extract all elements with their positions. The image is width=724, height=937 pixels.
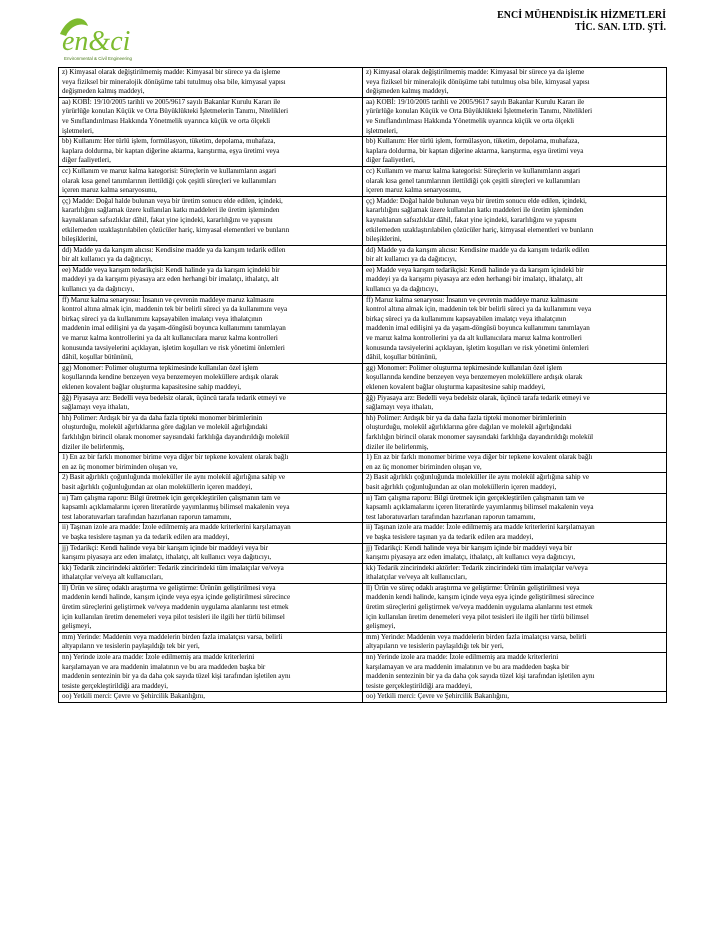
table-row	[59, 473, 667, 493]
left-cell: bb) Kullanım: Her türlü işlem, formülasyon, tüketim, depolama, muhafaza, kaplara doldurma, bir kaptan diğerine aktarma, karıştırma, eşya üretimi veya diğer faaliyetleri,	[59, 137, 363, 167]
table-row	[59, 196, 667, 245]
table-row	[59, 245, 667, 265]
right-cell: ff) Maruz kalma senaryosu: İnsanın ve çevrenin maddeye maruz kalmasını kontrol altına almak için, maddenin tek bir belirli süreci ya da kullanımını veya birkaç süreci ya da kullanımını kapsayabilen imalatçı veya ithalatçının maddenin imal edilişini ya da yaşam-döngüsü boyunca kullanımını tanımlayan ve maruz kalma kontrollerini ya da alt kullanıcılara maruz kalma kontrolleri konusunda tavsiyelerini açıklayan, işletim koşulları ve risk yönetimi önlemleri dâhil, koşullar bütününü,	[363, 295, 667, 363]
right-cell: hh) Polimer: Ardışık bir ya da daha fazla tipteki monomer birimlerinin oluşturduğu, molekül ağırlıklarına göre dağılan ve molekül ağırlığındaki farklılığın birincil olarak monomer sayısındaki farklılığa dayandırıldığı molekül diziler ile belirlenmiş,	[363, 413, 667, 452]
table-row	[59, 493, 667, 523]
right-cell: 1) En az bir farklı monomer birime veya diğer bir tepkene kovalent olarak bağlı en az üç monomer biriminden oluşan ve,	[363, 453, 667, 473]
left-cell: 1) En az bir farklı monomer birime veya diğer bir tepkene kovalent olarak bağlı en az üç monomer biriminden oluşan ve,	[59, 453, 363, 473]
left-cell: ll) Ürün ve süreç odaklı araştırma ve geliştirme: Ürünün geliştirilmesi veya maddenin kendi halinde, karışım içinde veya eşya içinde geliştirilmesi sürecince üretim süreçlerini geliştirmek ve/veya maddenin uygulama alanlarını test etmek için kullanılan üretim denemeleri veya pilot tesisleri ile ilgili her türlü bilimsel gelişmeyi,	[59, 583, 363, 632]
left-cell: ee) Madde veya karışım tedarikçisi: Kendi halinde ya da karışım içindeki bir maddeyi ya da karışımı piyasaya arz eden herhangi bir imalatçı, ithalatçı, alt kullanıcı ya da dağıtıcıyı,	[59, 265, 363, 295]
right-cell: bb) Kullanım: Her türlü işlem, formülasyon, tüketim, depolama, muhafaza, kaplara doldurma, bir kaptan diğerine aktarma, karıştırma, eşya üretimi veya diğer faaliyetleri,	[363, 137, 667, 167]
right-cell: ee) Madde veya karışım tedarikçisi: Kendi halinde ya da karışım içindeki bir maddeyi ya da karışımı piyasaya arz eden herhangi bir imalatçı, ithalatçı, alt kullanıcı ya da dağıtıcıyı,	[363, 265, 667, 295]
table-row	[59, 653, 667, 692]
page-header	[0, 0, 724, 68]
table-row	[59, 393, 667, 413]
right-cell: gg) Monomer: Polimer oluşturma tepkimesinde kullanılan özel işlem koşullarında kendine benzeyen veya benzemeyen moleküllere ardışık olarak eklenen kovalent bağlar oluşturma kapasitesine sahip maddeyi,	[363, 363, 667, 393]
table-row	[59, 413, 667, 452]
left-cell: ıı) Tam çalışma raporu: Bilgi üretmek için gerçekleştirilen çalışmanın tam ve kapsamlı açıklamalarını içeren literatürde yayımlanmış bilimsel makalenin veya test laboratuvarları tarafından hazırlanan raporun tamamını,	[59, 493, 363, 523]
table-row	[59, 692, 667, 703]
right-cell: ğğ) Piyasaya arz: Bedelli veya bedelsiz olarak, üçüncü tarafa tedarik etmeyi ve sağlamayı veya ithalatı,	[363, 393, 667, 413]
right-cell: 2) Basit ağırlıklı çoğunluğunda moleküller ile aynı molekül ağırlığına sahip ve basit ağırlıklı çoğunluğundan az olan moleküllerin içeren maddeyi,	[363, 473, 667, 493]
left-cell: z) Kimyasal olarak değiştirilmemiş madde: Kimyasal bir sürece ya da işleme veya fiziksel bir mineralojik dönüşüme tabi tutulmuş olsa bile, kimyasal yapısı değişmeden kalmış maddeyi,	[59, 68, 363, 98]
table-row	[59, 295, 667, 363]
table-row	[59, 632, 667, 652]
left-cell: aa) KOBİ: 19/10/2005 tarihli ve 2005/9617 sayılı Bakanlar Kurulu Kararı ile yürürlüğe konulan Küçük ve Orta Büyüklükteki İşletmelerin Tanımı, Nitelikleri ve Sınıflandırılması Hakkında Yönetmelik uyarınca küçük ve orta ölçekli işletmeleri,	[59, 97, 363, 136]
company-name-line2: TİC. SAN. LTD. ŞTİ.	[574, 22, 666, 33]
left-cell: ff) Maruz kalma senaryosu: İnsanın ve çevrenin maddeye maruz kalmasını kontrol altına almak için, maddenin tek bir belirli süreci ya da kullanımını veya birkaç süreci ya da kullanımını kapsayabilen imalatçı veya ithalatçının maddenin imal edilişini ya da yaşam-döngüsü boyunca kullanımını tanımlayan ve maruz kalma kontrollerini ya da alt kullanıcılara maruz kalma kontrolleri konusunda tavsiyelerini açıklayan, işletim koşulları ve risk yönetimi önlemleri dâhil, koşullar bütününü,	[59, 295, 363, 363]
right-cell: dd) Madde ya da karışım alıcısı: Kendisine madde ya da karışım tedarik edilen bir alt kullanıcı ya da dağıtıcıyı,	[363, 245, 667, 265]
left-cell: hh) Polimer: Ardışık bir ya da daha fazla tipteki monomer birimlerinin oluşturduğu, molekül ağırlıklarına göre dağılan ve molekül ağırlığındaki farklılığın birincil olarak monomer sayısındaki farklılığa dayandırıldığı molekül diziler ile belirlenmiş,	[59, 413, 363, 452]
right-cell: cc) Kullanım ve maruz kalma kategorisi: Süreçlerin ve kullanımların asgari olarak kısa genel tanımlarının ilettildiği çok çeşitli süreçleri ve kullanımları içeren maruz kalma senaryosunu,	[363, 166, 667, 196]
left-cell: kk) Tedarik zincirindeki aktörler: Tedarik zincirindeki tüm imalatçılar ve/veya ithalatçılar ve/veya alt kullanıcıları,	[59, 563, 363, 583]
left-cell: çç) Madde: Doğal halde bulunan veya bir üretim sonucu elde edilen, içindeki, kararlılığını sağlamak üzere kullanılan katkı maddeleri ile üretim işleminden kaynaklanan safsızlıklar dâhil, fakat yine içindeki, kararlılığını ve yapısını etkilemeden uzaklaştırılabilen çözücüler hariç, kimyasal elementleri ve bunların bileşiklerini,	[59, 196, 363, 245]
right-cell: jj) Tedarikçi: Kendi halinde veya bir karışım içinde bir maddeyi veya bir karışımı piyasaya arz eden imalatçı, ithalatçı, alt kullanıcı veya dağıtıcıyı,	[363, 543, 667, 563]
right-cell: çç) Madde: Doğal halde bulunan veya bir üretim sonucu elde edilen, içindeki, kararlılığını sağlamak üzere kullanılan katkı maddeleri ile üretim işleminden kaynaklanan safsızlıklar dâhil, fakat yine içindeki, kararlılığını ve yapısını etkilemeden uzaklaştırılabilen çözücüler hariç, kimyasal elementleri ve bunların bileşiklerini,	[363, 196, 667, 245]
right-cell: kk) Tedarik zincirindeki aktörler: Tedarik zincirindeki tüm imalatçılar ve/veya ithalatçılar ve/veya alt kullanıcıları,	[363, 563, 667, 583]
left-cell: jj) Tedarikçi: Kendi halinde veya bir karışım içinde bir maddeyi veya bir karışımı piyasaya arz eden imalatçı, ithalatçı, alt kullanıcı veya dağıtıcıyı,	[59, 543, 363, 563]
table-row	[59, 363, 667, 393]
table-row	[59, 265, 667, 295]
logo-wordmark: en&ci	[62, 26, 131, 57]
right-cell: ıı) Tam çalışma raporu: Bilgi üretmek için gerçekleştirilen çalışmanın tam ve kapsamlı açıklamalarını içeren literatürde yayımlanmış bilimsel makalenin veya test laboratuvarları tarafından hazırlanan raporun tamamını,	[363, 493, 667, 523]
table-row	[59, 453, 667, 473]
company-logo	[58, 12, 178, 64]
table-row	[59, 97, 667, 136]
right-cell: ll) Ürün ve süreç odaklı araştırma ve geliştirme: Ürünün geliştirilmesi veya maddenin kendi halinde, karışım içinde veya eşya içinde geliştirilmesi sürecince üretim süreçlerini geliştirmek ve/veya maddenin uygulama alanlarını test etmek için kullanılan üretim denemeleri veya pilot tesisleri ile ilgili her türlü bilimsel gelişmeyi,	[363, 583, 667, 632]
left-cell: nn) Yerinde izole ara madde: İzole edilmemiş ara madde kriterlerini karşılamayan ve ara maddenin imalatının ve bu ara maddeden başka bir maddenin sentezinin bir ya da daha çok sayıda tüzel kişi tarafından işletilen aynı tesiste gerçekleştirildiği ara maddeyi,	[59, 653, 363, 692]
left-cell: gg) Monomer: Polimer oluşturma tepkimesinde kullanılan özel işlem koşullarında kendine benzeyen veya benzemeyen moleküllere ardışık olarak eklenen kovalent bağlar oluşturma kapasitesine sahip maddeyi,	[59, 363, 363, 393]
right-cell: nn) Yerinde izole ara madde: İzole edilmemiş ara madde kriterlerini karşılamayan ve ara maddenin imalatının ve bu ara maddeden başka bir maddenin sentezinin bir ya da daha çok sayıda tüzel kişi tarafından işletilen aynı tesiste gerçekleştirildiği ara maddeyi,	[363, 653, 667, 692]
logo-tagline: Environmental & Civil Engineering	[64, 56, 133, 61]
table-row	[59, 166, 667, 196]
right-cell: ii) Taşınan izole ara madde: İzole edilmemiş ara madde kriterlerini karşılamayan ve başka tesislere taşınan ya da tedarik edilen ara maddeyi,	[363, 523, 667, 543]
comparison-table	[58, 67, 667, 703]
left-cell: oo) Yetkili merci: Çevre ve Şehircilik Bakanlığını,	[59, 692, 363, 703]
table-row	[59, 563, 667, 583]
left-cell: cc) Kullanım ve maruz kalma kategorisi: Süreçlerin ve kullanımların asgari olarak kısa genel tanımlarının ilettildiği çok çeşitli süreçleri ve kullanımları içeren maruz kalma senaryosunu,	[59, 166, 363, 196]
table-row	[59, 523, 667, 543]
table-row	[59, 543, 667, 563]
right-cell: z) Kimyasal olarak değiştirilmemiş madde: Kimyasal bir sürece ya da işleme veya fiziksel bir mineralojik dönüşüme tabi tutulmuş olsa bile, kimyasal yapısı değişmeden kalmış maddeyi,	[363, 68, 667, 98]
company-name-line1: ENCİ MÜHENDİSLİK HİZMETLERİ	[497, 10, 666, 21]
table-row	[59, 68, 667, 98]
right-cell: aa) KOBİ: 19/10/2005 tarihli ve 2005/9617 sayılı Bakanlar Kurulu Kararı ile yürürlüğe konulan Küçük ve Orta Büyüklükteki İşletmelerin Tanımı, Nitelikleri ve Sınıflandırılması Hakkında Yönetmelik uyarınca küçük ve orta ölçekli işletmeleri,	[363, 97, 667, 136]
right-cell: mm) Yerinde: Maddenin veya maddelerin birden fazla imalatçısı varsa, belirli altyapıların ve tesislerin paylaşıldığı tek bir yeri,	[363, 632, 667, 652]
table-row	[59, 583, 667, 632]
company-name	[497, 10, 666, 34]
right-cell: oo) Yetkili merci: Çevre ve Şehircilik Bakanlığını,	[363, 692, 667, 703]
left-cell: ğğ) Piyasaya arz: Bedelli veya bedelsiz olarak, üçüncü tarafa tedarik etmeyi ve sağlamayı veya ithalatı,	[59, 393, 363, 413]
left-cell: mm) Yerinde: Maddenin veya maddelerin birden fazla imalatçısı varsa, belirli altyapıların ve tesislerin paylaşıldığı tek bir yeri,	[59, 632, 363, 652]
left-cell: dd) Madde ya da karışım alıcısı: Kendisine madde ya da karışım tedarik edilen bir alt kullanıcı ya da dağıtıcıyı,	[59, 245, 363, 265]
left-cell: ii) Taşınan izole ara madde: İzole edilmemiş ara madde kriterlerini karşılamayan ve başka tesislere taşınan ya da tedarik edilen ara maddeyi,	[59, 523, 363, 543]
left-cell: 2) Basit ağırlıklı çoğunluğunda moleküller ile aynı molekül ağırlığına sahip ve basit ağırlıklı çoğunluğundan az olan moleküllerin içeren maddeyi,	[59, 473, 363, 493]
table-row	[59, 137, 667, 167]
